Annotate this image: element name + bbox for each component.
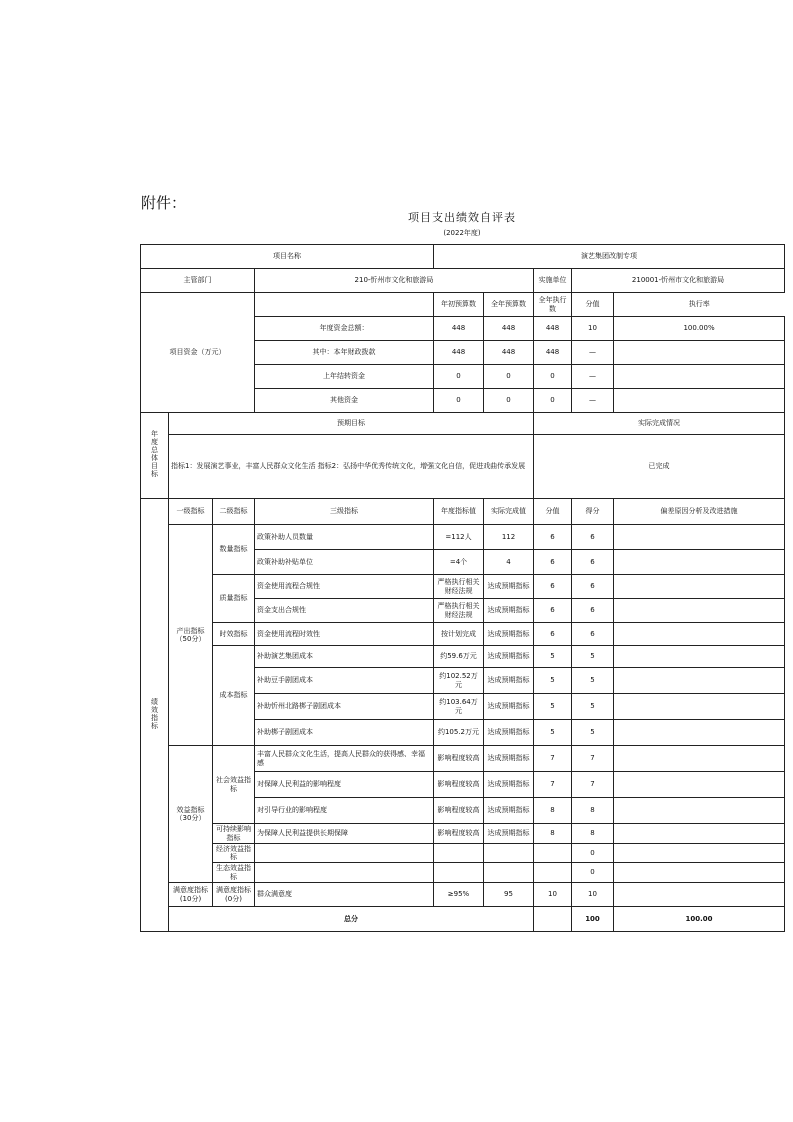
- funds-cell: [614, 389, 785, 413]
- actual-cell: 达成预期指标: [484, 599, 534, 623]
- funds-header: 年初预算数: [434, 293, 484, 317]
- deviation-cell: [614, 824, 785, 844]
- table-row: [141, 623, 785, 646]
- got-cell: 0: [572, 863, 614, 883]
- funds-label: 项目资金（万元）: [141, 293, 255, 413]
- actual-goal-label: 实际完成情况: [534, 413, 785, 435]
- target-cell: 影响程度较高: [434, 772, 484, 798]
- level3-cell: 补助忻州北路梆子剧团成本: [255, 694, 434, 720]
- perf-header: 得分: [572, 499, 614, 525]
- table-row: [141, 824, 785, 844]
- total-score: 100: [572, 907, 614, 932]
- goals-side-label: 年度总体目标: [150, 430, 159, 479]
- table-row: [141, 883, 785, 907]
- goals-row: [141, 435, 785, 499]
- level3-cell: 群众满意度: [255, 883, 434, 907]
- level3-cell: 对引导行业的影响程度: [255, 798, 434, 824]
- deviation-cell: [614, 623, 785, 646]
- score-cell: 10: [534, 883, 572, 907]
- got-cell: 5: [572, 720, 614, 746]
- got-cell: 6: [572, 623, 614, 646]
- score-cell: 6: [534, 599, 572, 623]
- score-cell: 6: [534, 550, 572, 575]
- deviation-cell: [614, 646, 785, 668]
- level1-satisfaction: 满意度指标(10分): [169, 883, 213, 907]
- total-got: 100.00: [614, 907, 785, 932]
- perf-header: 三级指标: [255, 499, 434, 525]
- perf-side-label: 绩效指标: [150, 697, 159, 730]
- score-cell: 6: [534, 575, 572, 599]
- funds-cell: 10: [572, 317, 614, 341]
- funds-row-name: 上年结转资金: [255, 365, 434, 389]
- actual-cell: [484, 863, 534, 883]
- deviation-cell: [614, 844, 785, 863]
- deviation-cell: [614, 863, 785, 883]
- level3-cell: 补助豆手剧团成本: [255, 668, 434, 694]
- table-row: [141, 646, 785, 668]
- got-cell: 7: [572, 772, 614, 798]
- target-cell: 约59.6万元: [434, 646, 484, 668]
- funds-cell: 448: [434, 341, 484, 365]
- deviation-cell: [614, 772, 785, 798]
- target-cell: [434, 863, 484, 883]
- perf-header: 实际完成值: [484, 499, 534, 525]
- table-row: [141, 575, 785, 599]
- level2-social: 社会效益指标: [213, 746, 255, 824]
- funds-row-name: 其他资金: [255, 389, 434, 413]
- actual-cell: 达成预期指标: [484, 623, 534, 646]
- actual-cell: 达成预期指标: [484, 772, 534, 798]
- funds-cell: 0: [534, 389, 572, 413]
- perf-header-row: [141, 499, 785, 525]
- funds-cell: —: [572, 365, 614, 389]
- level2-quality: 质量指标: [213, 575, 255, 623]
- deviation-cell: [614, 575, 785, 599]
- expected-goal-label: 预期目标: [169, 413, 534, 435]
- project-name-label: 项目名称: [141, 245, 434, 269]
- level2-economic: 经济效益指标: [213, 844, 255, 863]
- level3-cell: 补助演艺集团成本: [255, 646, 434, 668]
- actual-goal: 已完成: [534, 435, 785, 499]
- expected-goal: 指标1：发展演艺事业，丰富人民群众文化生活 指标2：弘扬中华优秀传统文化，增强文化自信，促进戏曲传承发展: [169, 435, 534, 499]
- actual-cell: 112: [484, 525, 534, 550]
- got-cell: 8: [572, 798, 614, 824]
- funds-header-row: [141, 293, 785, 317]
- funds-cell: 448: [434, 317, 484, 341]
- score-cell: 5: [534, 646, 572, 668]
- deviation-cell: [614, 720, 785, 746]
- actual-cell: 达成预期指标: [484, 720, 534, 746]
- score-cell: 6: [534, 525, 572, 550]
- deviation-cell: [614, 550, 785, 575]
- target-cell: 约102.52万元: [434, 668, 484, 694]
- funds-cell: [614, 365, 785, 389]
- table-row: [141, 746, 785, 772]
- target-cell: [434, 844, 484, 863]
- level1-output: 产出指标（50分）: [169, 525, 213, 746]
- funds-cell: 0: [484, 365, 534, 389]
- target-cell: 按计划完成: [434, 623, 484, 646]
- funds-header: 全年执行数: [534, 293, 572, 317]
- target-cell: 严格执行相关财经法规: [434, 599, 484, 623]
- funds-cell: 0: [434, 389, 484, 413]
- impl-label: 实施单位: [534, 269, 572, 293]
- project-name-row: [141, 245, 785, 269]
- level3-cell: 补助梆子剧团成本: [255, 720, 434, 746]
- got-cell: 6: [572, 599, 614, 623]
- score-cell: [534, 844, 572, 863]
- deviation-cell: [614, 883, 785, 907]
- funds-cell: 448: [484, 317, 534, 341]
- deviation-cell: [614, 746, 785, 772]
- total-label: 总分: [169, 907, 534, 932]
- score-cell: [534, 863, 572, 883]
- got-cell: 5: [572, 694, 614, 720]
- score-cell: 5: [534, 668, 572, 694]
- funds-cell: [614, 341, 785, 365]
- score-cell: 7: [534, 772, 572, 798]
- level3-cell: 政策补助补贴单位: [255, 550, 434, 575]
- score-cell: 6: [534, 623, 572, 646]
- funds-row-name: 其中：本年财政拨款: [255, 341, 434, 365]
- actual-cell: 达成预期指标: [484, 646, 534, 668]
- funds-row-name: 年度资金总额：: [255, 317, 434, 341]
- table-row: [141, 844, 785, 863]
- deviation-cell: [614, 694, 785, 720]
- target-cell: 影响程度较高: [434, 798, 484, 824]
- target-cell: 约103.64万元: [434, 694, 484, 720]
- goals-header-row: [141, 413, 785, 435]
- target-cell: 约105.2万元: [434, 720, 484, 746]
- funds-cell: 448: [534, 341, 572, 365]
- got-cell: 0: [572, 844, 614, 863]
- funds-header: 分值: [572, 293, 614, 317]
- deviation-cell: [614, 798, 785, 824]
- funds-cell: —: [572, 389, 614, 413]
- funds-header: 执行率: [614, 293, 785, 317]
- got-cell: 6: [572, 525, 614, 550]
- actual-cell: 95: [484, 883, 534, 907]
- level3-cell: 资金使用流程合规性: [255, 575, 434, 599]
- funds-cell: 0: [484, 389, 534, 413]
- score-cell: 8: [534, 824, 572, 844]
- target-cell: =4个: [434, 550, 484, 575]
- funds-header: 全年预算数: [484, 293, 534, 317]
- target-cell: =112人: [434, 525, 484, 550]
- actual-cell: 达成预期指标: [484, 798, 534, 824]
- deviation-cell: [614, 525, 785, 550]
- target-cell: 影响程度较高: [434, 746, 484, 772]
- got-cell: 6: [572, 575, 614, 599]
- level3-cell: 对保障人民利益的影响程度: [255, 772, 434, 798]
- funds-cell: 0: [434, 365, 484, 389]
- level3-cell: 政策补助人员数量: [255, 525, 434, 550]
- department-row: [141, 269, 785, 293]
- table-row: [141, 525, 785, 550]
- level2-satisfaction: 满意度指标(0分): [213, 883, 255, 907]
- got-cell: 5: [572, 646, 614, 668]
- got-cell: 5: [572, 668, 614, 694]
- actual-cell: 达成预期指标: [484, 824, 534, 844]
- score-cell: 5: [534, 720, 572, 746]
- actual-cell: 达成预期指标: [484, 668, 534, 694]
- page-subtitle: (2022年度): [443, 229, 481, 237]
- actual-cell: 达成预期指标: [484, 746, 534, 772]
- funds-cell: —: [572, 341, 614, 365]
- perf-header: 偏差原因分析及改进措施: [614, 499, 785, 525]
- target-cell: 严格执行相关财经法规: [434, 575, 484, 599]
- level3-cell: [255, 844, 434, 863]
- level2-ecological: 生态效益指标: [213, 863, 255, 883]
- got-cell: 6: [572, 550, 614, 575]
- actual-cell: 达成预期指标: [484, 575, 534, 599]
- got-cell: 8: [572, 824, 614, 844]
- funds-cell: 0: [534, 365, 572, 389]
- funds-cell: 100.00%: [614, 317, 785, 341]
- perf-header: 二级指标: [213, 499, 255, 525]
- score-cell: 8: [534, 798, 572, 824]
- table-row: [141, 863, 785, 883]
- attachment-label: 附件：: [141, 194, 187, 212]
- level2-timeliness: 时效指标: [213, 623, 255, 646]
- deviation-cell: [614, 668, 785, 694]
- level2-cost: 成本指标: [213, 646, 255, 746]
- level2-quantity: 数量指标: [213, 525, 255, 575]
- perf-header: 年度指标值: [434, 499, 484, 525]
- actual-cell: 达成预期指标: [484, 694, 534, 720]
- level3-cell: 资金支出合规性: [255, 599, 434, 623]
- impl-value: 210001-忻州市文化和旅游局: [572, 269, 785, 293]
- actual-cell: 4: [484, 550, 534, 575]
- dept-label: 主管部门: [141, 269, 255, 293]
- perf-header: 分值: [534, 499, 572, 525]
- got-cell: 10: [572, 883, 614, 907]
- level1-benefit: 效益指标（30分）: [169, 746, 213, 883]
- score-cell: 7: [534, 746, 572, 772]
- target-cell: ≥95%: [434, 883, 484, 907]
- dept-value: 210-忻州市文化和旅游局: [255, 269, 534, 293]
- level2-sustain: 可持续影响指标: [213, 824, 255, 844]
- total-row: [141, 907, 785, 932]
- funds-cell: 448: [484, 341, 534, 365]
- funds-cell: 448: [534, 317, 572, 341]
- target-cell: 影响程度较高: [434, 824, 484, 844]
- level3-cell: 丰富人民群众文化生活，提高人民群众的获得感、幸福感: [255, 746, 434, 772]
- actual-cell: [484, 844, 534, 863]
- project-name: 演艺集团改制专项: [434, 245, 785, 269]
- got-cell: 7: [572, 746, 614, 772]
- page-title: 项目支出绩效自评表: [408, 211, 516, 224]
- level3-cell: 为保障人民利益提供长期保障: [255, 824, 434, 844]
- deviation-cell: [614, 599, 785, 623]
- level3-cell: [255, 863, 434, 883]
- score-cell: 5: [534, 694, 572, 720]
- level3-cell: 资金使用流程时效性: [255, 623, 434, 646]
- evaluation-table: [140, 244, 785, 932]
- perf-header: 一级指标: [169, 499, 213, 525]
